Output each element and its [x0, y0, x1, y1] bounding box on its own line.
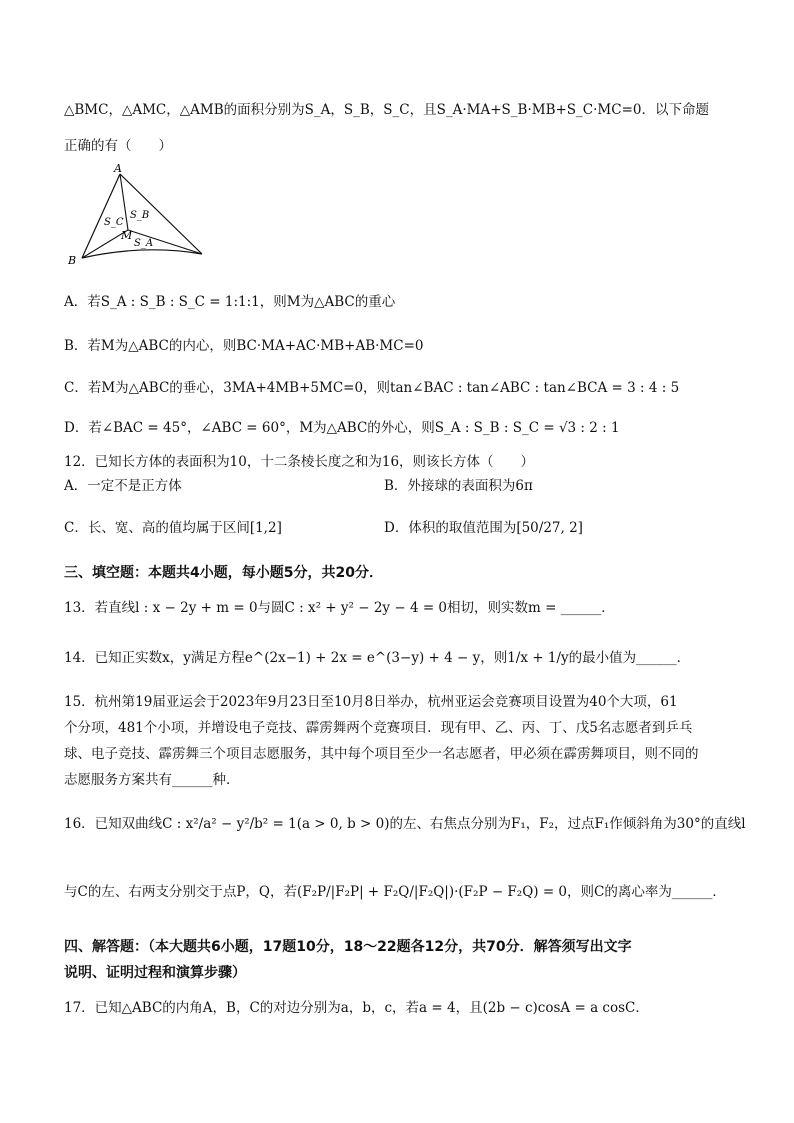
problem11-stem-line2: 正确的有（ ）	[64, 138, 172, 154]
vertex-b-label: B	[68, 254, 77, 267]
problem12-option-b: B．外接球的表面积为6π	[384, 478, 533, 494]
problem15-line2: 个分项，481个小项，并增设电子竞技、霹雳舞两个竞赛项目．现有甲、乙、丙、丁、戊5名志愿者到乒乓	[64, 720, 693, 736]
problem15-line4: 志愿服务方案共有______种．	[64, 772, 240, 788]
section3-heading: 三、填空题：本题共4小题，每小题5分，共20分．	[64, 565, 383, 581]
problem16-line1: 16．已知双曲线C : x²/a² − y²/b² = 1(a > 0, b > 0)的左、右焦点分别为F₁，F₂，过点F₁作倾斜角为30°的直线l	[64, 816, 746, 832]
problem12-option-a: A．一定不是正方体	[64, 478, 182, 494]
problem11-option-a: A．若S_A : S_B : S_C = 1:1:1，则M为△ABC的重心	[64, 294, 396, 310]
section4-heading-line1: 四、解答题：（本大题共6小题，17题10分，18～22题各12分，共70分．解答须写出文字	[64, 939, 632, 955]
triangle-diagram	[64, 160, 214, 270]
problem13: 13．若直线l : x − 2y + m = 0与圆C : x² + y² − 2y − 4 = 0相切，则实数m = ______．	[64, 600, 615, 616]
problem15-line3: 球、电子竞技、霹雳舞三个项目志愿服务，其中每个项目至少一名志愿者，甲必须在霹雳舞项目，则不同的	[64, 746, 699, 762]
section4-heading-line2: 说明、证明过程和演算步骤）	[64, 965, 246, 981]
problem12-stem: 12．已知长方体的表面积为10，十二条棱长度之和为16，则该长方体（ ）	[64, 454, 535, 470]
problem11-stem-line1: △BMC，△AMC，△AMB的面积分别为S_A，S_B，S_C，且S_A·MA+S_B·MB+S_C·MC=0．以下命题	[64, 102, 709, 118]
area-sb-label: S_B	[130, 210, 150, 221]
problem12-option-d: D．体积的取值范围为[50/27, 2]	[384, 520, 583, 536]
problem15-line1: 15．杭州第19届亚运会于2023年9月23日至10月8日举办，杭州亚运会竞赛项目设置为40个大项，61	[64, 694, 678, 710]
problem11-option-c: C．若M为△ABC的垂心，3MA+4MB+5MC=0，则tan∠BAC : tan∠ABC : tan∠BCA = 3 : 4 : 5	[64, 380, 680, 396]
problem12-option-c: C．长、宽、高的值均属于区间[1,2]	[64, 520, 282, 536]
problem11-option-b: B．若M为△ABC的内心，则BC·MA+AC·MB+AB·MC=0	[64, 338, 424, 354]
area-sa-label: S_A	[134, 238, 154, 249]
vertex-a-label: A	[114, 162, 122, 175]
area-sc-label: S_C	[104, 217, 124, 228]
problem11-option-d: D．若∠BAC = 45°，∠ABC = 60°，M为△ABC的外心，则S_A : S_B : S_C = √3 : 2 : 1	[64, 420, 620, 436]
point-m-label: M	[121, 229, 133, 242]
problem14: 14．已知正实数x，y满足方程e^(2x−1) + 2x = e^(3−y) + 4 − y，则1/x + 1/y的最小值为______．	[64, 650, 691, 666]
problem17: 17．已知△ABC的内角A，B，C的对边分别为a，b，c，若a = 4，且(2b − c)cosA = a cosC．	[64, 1000, 649, 1016]
problem16-line2: 与C的左、右两支分别交于点P，Q，若(F₂P/|F₂P| + F₂Q/|F₂Q|)·(F₂P − F₂Q) = 0，则C的离心率为______．	[64, 884, 726, 900]
